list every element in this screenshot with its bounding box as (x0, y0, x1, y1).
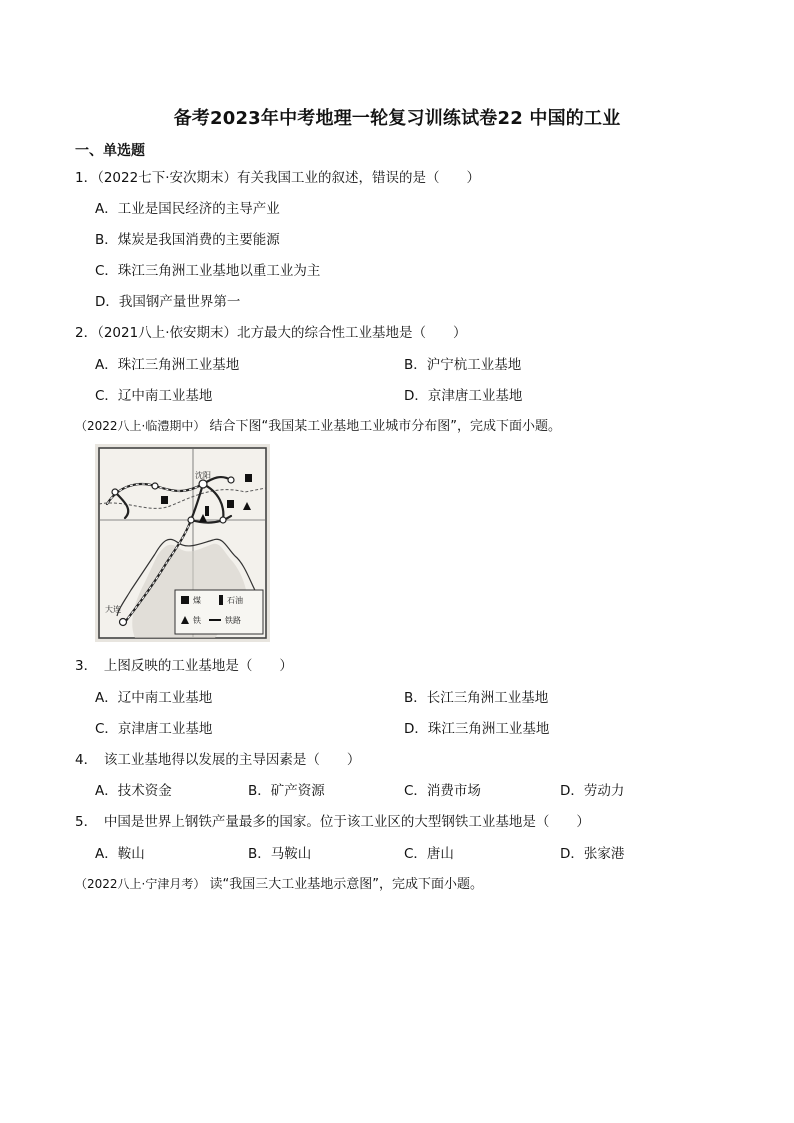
group-intro-1 (75, 415, 561, 434)
question-1-option-d: D．我国钢产量世界第一 (95, 294, 241, 310)
group-intro-2-text: 读“我国三大工业基地示意图”，完成下面小题。 (209, 877, 483, 892)
question-3-option-b: B．长江三角洲工业基地 (404, 690, 549, 706)
question-3-option-c: C．京津唐工业基地 (95, 721, 213, 737)
question-5-option-a: A．鞍山 (95, 846, 145, 862)
legend-iron: 铁 (193, 616, 201, 625)
group-intro-2-source: （2022八上·宁津月考） (75, 877, 206, 891)
legend-railway: 铁路 (225, 616, 241, 625)
section-heading: 一、单选题 (75, 143, 145, 159)
question-4-option-a: A．技术资金 (95, 783, 172, 799)
question-1-option-c: C．珠江三角洲工业基地以重工业为主 (95, 263, 321, 279)
question-2-option-a: A．珠江三角洲工业基地 (95, 357, 240, 373)
legend-oil: 石油 (227, 596, 243, 605)
question-4-stem: 4． 该工业基地得以发展的主导因素是（ ） (75, 752, 361, 768)
question-4-option-c: C．消费市场 (404, 783, 481, 799)
question-3-option-d: D．珠江三角洲工业基地 (404, 721, 550, 737)
legend-coal: 煤 (193, 596, 201, 605)
question-2-option-b: B．沪宁杭工业基地 (404, 357, 522, 373)
question-5-option-c: C．唐山 (404, 846, 454, 862)
question-5-option-d: D．张家港 (560, 846, 625, 862)
question-5-option-b: B．马鞍山 (248, 846, 312, 862)
question-2-stem: 2．（2021八上·依安期末）北方最大的综合性工业基地是（ ） (75, 325, 467, 341)
question-2-option-d: D．京津唐工业基地 (404, 388, 523, 404)
question-1-stem: 1．（2022七下·安次期末）有关我国工业的叙述，错误的是（ ） (75, 170, 480, 186)
map-label-shenyang: 沈阳 (195, 471, 211, 480)
map-label-dalian: 大连 (105, 605, 121, 614)
group-intro-1-source: （2022八上·临澧期中） (75, 419, 206, 433)
question-3-stem: 3． 上图反映的工业基地是（ ） (75, 658, 293, 674)
group-intro-2 (75, 873, 483, 892)
question-1-option-a: A．工业是国民经济的主导产业 (95, 201, 280, 217)
page-title: 备考2023年中考地理一轮复习训练试卷22 中国的工业 (173, 108, 621, 129)
question-3-option-a: A．辽中南工业基地 (95, 690, 213, 706)
industrial-base-map (95, 444, 270, 642)
group-intro-1-text: 结合下图“我国某工业基地工业城市分布图”，完成下面小题。 (209, 419, 561, 434)
question-1-option-b: B．煤炭是我国消费的主要能源 (95, 232, 280, 248)
question-4-option-b: B．矿产资源 (248, 783, 325, 799)
question-2-option-c: C．辽中南工业基地 (95, 388, 213, 404)
question-5-stem: 5． 中国是世界上钢铁产量最多的国家。位于该工业区的大型钢铁工业基地是（ ） (75, 814, 590, 830)
question-4-option-d: D．劳动力 (560, 783, 625, 799)
